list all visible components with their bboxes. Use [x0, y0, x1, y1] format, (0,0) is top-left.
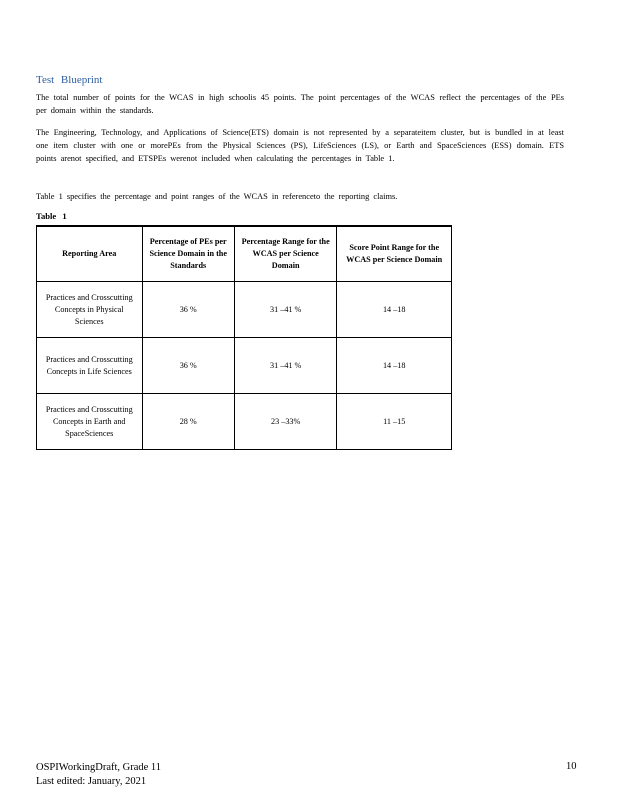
- cell-score-point-range: 11 –15: [337, 394, 452, 450]
- footer-document-title: OSPIWorkingDraft, Grade 11: [36, 762, 162, 773]
- footer-last-edited: Last edited: January, 2021: [36, 776, 147, 787]
- header-reporting-area: Reporting Area: [37, 226, 143, 282]
- cell-reporting-area: Practices and Crosscutting Concepts in Life Sciences: [37, 338, 143, 394]
- blueprint-table: [36, 225, 452, 450]
- cell-reporting-area: Practices and Crosscutting Concepts in Earth and SpaceSciences: [37, 394, 143, 450]
- cell-percentage-pes: 36 %: [142, 338, 234, 394]
- page-footer: [36, 761, 161, 789]
- header-percentage-pes: Percentage of PEs per Science Domain in the Standards: [142, 226, 234, 282]
- cell-score-point-range: 14 –18: [337, 282, 452, 338]
- cell-percentage-pes: 28 %: [142, 394, 234, 450]
- table-header-row: [37, 226, 452, 282]
- cell-reporting-area: Practices and Crosscutting Concepts in Physical Sciences: [37, 282, 143, 338]
- table-caption: Table 1: [36, 211, 67, 221]
- table-row: [37, 338, 452, 394]
- header-score-point-range: Score Point Range for the WCAS per Science Domain: [337, 226, 452, 282]
- cell-percentage-range: 31 –41 %: [234, 282, 336, 338]
- cell-percentage-pes: 36 %: [142, 282, 234, 338]
- table-row: [37, 394, 452, 450]
- table-row: [37, 282, 452, 338]
- page-number: 10: [566, 761, 577, 772]
- header-percentage-range: Percentage Range for the WCAS per Science Domain: [234, 226, 336, 282]
- paragraph-total-points: The total number of points for the WCAS in high schoolis 45 points. The point percentages of the WCAS reflect the percentages of the PEs per domain within the standards.: [36, 93, 564, 115]
- cell-score-point-range: 14 –18: [337, 338, 452, 394]
- cell-percentage-range: 23 –33%: [234, 394, 336, 450]
- paragraph-ets-domain: The Engineering, Technology, and Applications of Science(ETS) domain is not represented by a separateitem cluster, but is bundled in at least one item cluster with one or morePEs from the Physical Sciences (PS), LifeSciences (LS), or Earth and SpaceSciences (ESS) domain. ETS points arenot specified, and ETSPEs werenot included when calculating the percentages in Table 1.: [36, 128, 564, 163]
- paragraph-table-intro: Table 1 specifies the percentage and point ranges of the WCAS in referenceto the reporting claims.: [36, 192, 398, 201]
- section-heading: Test Blueprint: [36, 74, 103, 86]
- cell-percentage-range: 31 –41 %: [234, 338, 336, 394]
